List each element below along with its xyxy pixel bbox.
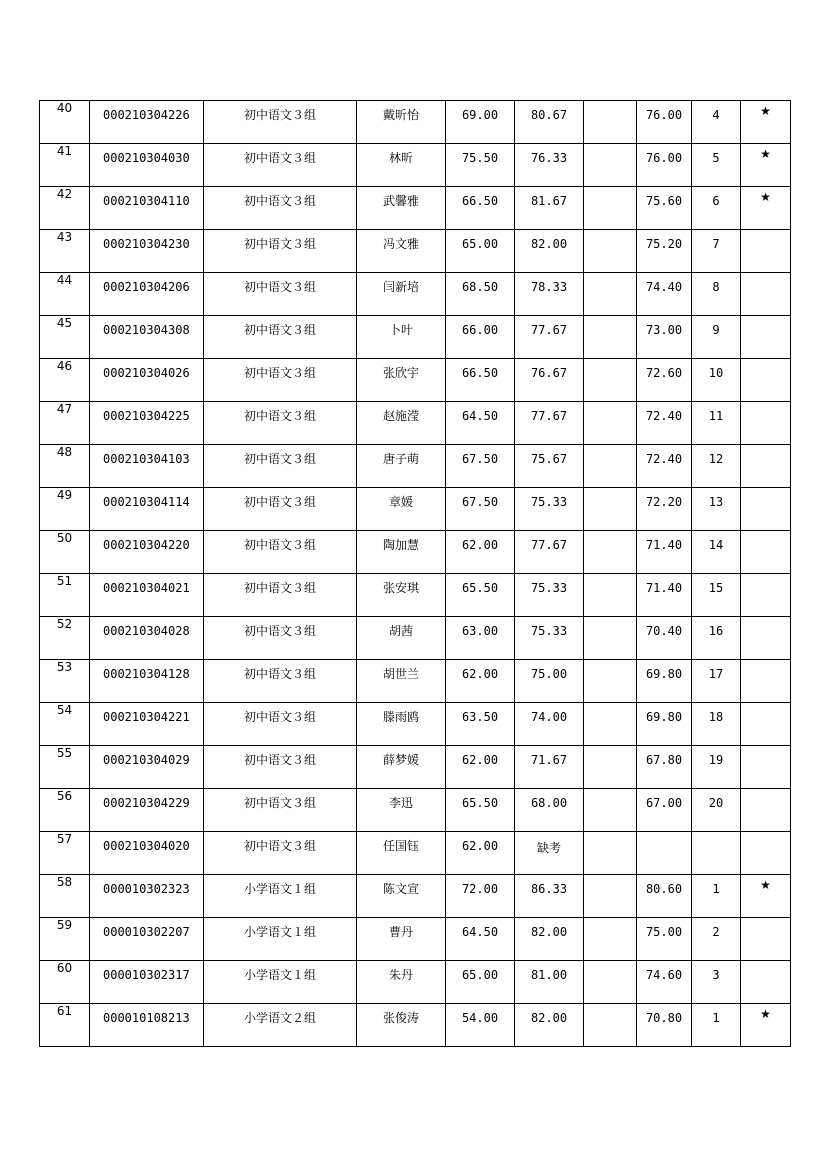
blank-cell: [584, 617, 637, 660]
candidate-id: 000210304206: [90, 273, 204, 316]
total-score: 70.80: [637, 1004, 692, 1047]
candidate-id: 000010302317: [90, 961, 204, 1004]
candidate-id: 000010302323: [90, 875, 204, 918]
interview-score: 缺考: [515, 832, 584, 875]
blank-cell: [584, 144, 637, 187]
table-row: [40, 144, 791, 187]
exam-group: 初中语文３组: [204, 832, 357, 875]
candidate-name: 胡世兰: [357, 660, 446, 703]
row-number: 48: [40, 445, 90, 488]
rank: 14: [692, 531, 741, 574]
row-number: 46: [40, 359, 90, 402]
total-score: 71.40: [637, 531, 692, 574]
exam-group: 初中语文３组: [204, 230, 357, 273]
total-score: 67.00: [637, 789, 692, 832]
candidate-name: 张俊涛: [357, 1004, 446, 1047]
selected-star-icon: [741, 316, 791, 359]
row-number: 55: [40, 746, 90, 789]
blank-cell: [584, 359, 637, 402]
blank-cell: [584, 574, 637, 617]
interview-score: 78.33: [515, 273, 584, 316]
exam-group: 初中语文３组: [204, 703, 357, 746]
blank-cell: [584, 402, 637, 445]
table-row: [40, 101, 791, 144]
candidate-name: 薛梦媛: [357, 746, 446, 789]
candidate-id: 000210304028: [90, 617, 204, 660]
blank-cell: [584, 488, 637, 531]
candidate-id: 000210304021: [90, 574, 204, 617]
rank: 1: [692, 875, 741, 918]
interview-score: 82.00: [515, 1004, 584, 1047]
interview-score: 76.67: [515, 359, 584, 402]
total-score: 80.60: [637, 875, 692, 918]
score-table: [39, 100, 791, 1047]
candidate-name: 武馨雅: [357, 187, 446, 230]
table-row: [40, 832, 791, 875]
candidate-name: 陶加慧: [357, 531, 446, 574]
interview-score: 76.33: [515, 144, 584, 187]
candidate-name: 胡茜: [357, 617, 446, 660]
written-score: 66.50: [446, 187, 515, 230]
row-number: 49: [40, 488, 90, 531]
written-score: 66.50: [446, 359, 515, 402]
interview-score: 77.67: [515, 531, 584, 574]
selected-star-icon: [741, 746, 791, 789]
selected-star-icon: [741, 660, 791, 703]
table-row: [40, 1004, 791, 1047]
rank: 18: [692, 703, 741, 746]
table-row: [40, 316, 791, 359]
rank: 16: [692, 617, 741, 660]
blank-cell: [584, 273, 637, 316]
interview-score: 77.67: [515, 402, 584, 445]
candidate-name: 卜叶: [357, 316, 446, 359]
written-score: 65.00: [446, 230, 515, 273]
interview-score: 75.33: [515, 488, 584, 531]
written-score: 65.00: [446, 961, 515, 1004]
written-score: 63.00: [446, 617, 515, 660]
interview-score: 75.33: [515, 574, 584, 617]
rank: 19: [692, 746, 741, 789]
interview-score: 81.00: [515, 961, 584, 1004]
exam-group: 初中语文３组: [204, 316, 357, 359]
exam-group: 初中语文３组: [204, 574, 357, 617]
rank: [692, 832, 741, 875]
candidate-id: 000210304026: [90, 359, 204, 402]
total-score: [637, 832, 692, 875]
interview-score: 75.33: [515, 617, 584, 660]
selected-star-icon: [741, 918, 791, 961]
candidate-name: 赵施滢: [357, 402, 446, 445]
total-score: 71.40: [637, 574, 692, 617]
table-row: [40, 789, 791, 832]
score-table-body: [40, 101, 791, 1047]
candidate-id: 000210304230: [90, 230, 204, 273]
candidate-name: 林昕: [357, 144, 446, 187]
candidate-name: 章媛: [357, 488, 446, 531]
table-row: [40, 617, 791, 660]
total-score: 72.60: [637, 359, 692, 402]
table-row: [40, 402, 791, 445]
selected-star-icon: [741, 488, 791, 531]
exam-group: 小学语文１组: [204, 875, 357, 918]
table-row: [40, 187, 791, 230]
selected-star-icon: [741, 832, 791, 875]
candidate-name: 任国钰: [357, 832, 446, 875]
selected-star-icon: ★: [741, 875, 791, 918]
selected-star-icon: [741, 961, 791, 1004]
table-row: [40, 230, 791, 273]
selected-star-icon: ★: [741, 144, 791, 187]
candidate-name: 陈文宣: [357, 875, 446, 918]
row-number: 61: [40, 1004, 90, 1047]
candidate-id: 000210304229: [90, 789, 204, 832]
row-number: 51: [40, 574, 90, 617]
exam-group: 初中语文３组: [204, 187, 357, 230]
candidate-id: 000210304114: [90, 488, 204, 531]
row-number: 44: [40, 273, 90, 316]
total-score: 75.20: [637, 230, 692, 273]
interview-score: 86.33: [515, 875, 584, 918]
row-number: 45: [40, 316, 90, 359]
candidate-name: 张安琪: [357, 574, 446, 617]
rank: 11: [692, 402, 741, 445]
candidate-id: 000010302207: [90, 918, 204, 961]
interview-score: 75.00: [515, 660, 584, 703]
selected-star-icon: [741, 359, 791, 402]
rank: 12: [692, 445, 741, 488]
rank: 9: [692, 316, 741, 359]
selected-star-icon: [741, 273, 791, 316]
exam-group: 小学语文１组: [204, 918, 357, 961]
rank: 10: [692, 359, 741, 402]
row-number: 56: [40, 789, 90, 832]
table-row: [40, 875, 791, 918]
candidate-id: 000210304308: [90, 316, 204, 359]
row-number: 52: [40, 617, 90, 660]
exam-group: 初中语文３组: [204, 144, 357, 187]
selected-star-icon: [741, 230, 791, 273]
table-row: [40, 488, 791, 531]
written-score: 63.50: [446, 703, 515, 746]
table-row: [40, 574, 791, 617]
interview-score: 75.67: [515, 445, 584, 488]
rank: 8: [692, 273, 741, 316]
total-score: 74.60: [637, 961, 692, 1004]
row-number: 57: [40, 832, 90, 875]
exam-group: 初中语文３组: [204, 660, 357, 703]
candidate-name: 滕雨鸥: [357, 703, 446, 746]
written-score: 65.50: [446, 789, 515, 832]
interview-score: 80.67: [515, 101, 584, 144]
row-number: 58: [40, 875, 90, 918]
candidate-id: 000210304110: [90, 187, 204, 230]
candidate-id: 000210304020: [90, 832, 204, 875]
exam-group: 初中语文３组: [204, 101, 357, 144]
interview-score: 82.00: [515, 230, 584, 273]
selected-star-icon: [741, 574, 791, 617]
candidate-name: 闫新培: [357, 273, 446, 316]
row-number: 50: [40, 531, 90, 574]
rank: 2: [692, 918, 741, 961]
table-row: [40, 531, 791, 574]
row-number: 41: [40, 144, 90, 187]
written-score: 75.50: [446, 144, 515, 187]
written-score: 67.50: [446, 445, 515, 488]
written-score: 72.00: [446, 875, 515, 918]
rank: 17: [692, 660, 741, 703]
total-score: 76.00: [637, 144, 692, 187]
exam-group: 初中语文３组: [204, 359, 357, 402]
written-score: 64.50: [446, 918, 515, 961]
total-score: 74.40: [637, 273, 692, 316]
candidate-id: 000210304220: [90, 531, 204, 574]
total-score: 75.60: [637, 187, 692, 230]
written-score: 62.00: [446, 531, 515, 574]
total-score: 75.00: [637, 918, 692, 961]
candidate-id: 000210304128: [90, 660, 204, 703]
blank-cell: [584, 832, 637, 875]
interview-score: 74.00: [515, 703, 584, 746]
written-score: 69.00: [446, 101, 515, 144]
rank: 15: [692, 574, 741, 617]
blank-cell: [584, 187, 637, 230]
candidate-id: 000210304221: [90, 703, 204, 746]
written-score: 64.50: [446, 402, 515, 445]
total-score: 69.80: [637, 660, 692, 703]
candidate-name: 张欣宇: [357, 359, 446, 402]
blank-cell: [584, 961, 637, 1004]
selected-star-icon: [741, 789, 791, 832]
total-score: 76.00: [637, 101, 692, 144]
exam-group: 小学语文２组: [204, 1004, 357, 1047]
written-score: 62.00: [446, 832, 515, 875]
total-score: 72.40: [637, 402, 692, 445]
table-row: [40, 746, 791, 789]
selected-star-icon: [741, 402, 791, 445]
rank: 7: [692, 230, 741, 273]
row-number: 60: [40, 961, 90, 1004]
total-score: 72.20: [637, 488, 692, 531]
total-score: 67.80: [637, 746, 692, 789]
written-score: 62.00: [446, 660, 515, 703]
table-row: [40, 961, 791, 1004]
candidate-id: 000210304226: [90, 101, 204, 144]
blank-cell: [584, 230, 637, 273]
rank: 20: [692, 789, 741, 832]
interview-score: 82.00: [515, 918, 584, 961]
blank-cell: [584, 1004, 637, 1047]
exam-group: 初中语文３组: [204, 617, 357, 660]
written-score: 54.00: [446, 1004, 515, 1047]
exam-group: 初中语文３组: [204, 789, 357, 832]
rank: 13: [692, 488, 741, 531]
candidate-id: 000210304103: [90, 445, 204, 488]
table-row: [40, 918, 791, 961]
candidate-name: 曹丹: [357, 918, 446, 961]
candidate-name: 戴昕怡: [357, 101, 446, 144]
blank-cell: [584, 746, 637, 789]
row-number: 53: [40, 660, 90, 703]
exam-group: 初中语文３组: [204, 445, 357, 488]
written-score: 65.50: [446, 574, 515, 617]
blank-cell: [584, 101, 637, 144]
rank: 1: [692, 1004, 741, 1047]
candidate-name: 李迅: [357, 789, 446, 832]
row-number: 43: [40, 230, 90, 273]
blank-cell: [584, 789, 637, 832]
blank-cell: [584, 703, 637, 746]
rank: 5: [692, 144, 741, 187]
selected-star-icon: [741, 703, 791, 746]
candidate-id: 000210304030: [90, 144, 204, 187]
rank: 6: [692, 187, 741, 230]
total-score: 72.40: [637, 445, 692, 488]
candidate-id: 000210304225: [90, 402, 204, 445]
candidate-id: 000010108213: [90, 1004, 204, 1047]
exam-group: 初中语文３组: [204, 746, 357, 789]
interview-score: 71.67: [515, 746, 584, 789]
exam-group: 小学语文１组: [204, 961, 357, 1004]
rank: 4: [692, 101, 741, 144]
blank-cell: [584, 660, 637, 703]
selected-star-icon: [741, 617, 791, 660]
table-row: [40, 359, 791, 402]
written-score: 68.50: [446, 273, 515, 316]
interview-score: 81.67: [515, 187, 584, 230]
written-score: 67.50: [446, 488, 515, 531]
blank-cell: [584, 875, 637, 918]
exam-group: 初中语文３组: [204, 273, 357, 316]
row-number: 42: [40, 187, 90, 230]
candidate-name: 朱丹: [357, 961, 446, 1004]
table-row: [40, 273, 791, 316]
blank-cell: [584, 918, 637, 961]
table-row: [40, 445, 791, 488]
total-score: 73.00: [637, 316, 692, 359]
row-number: 47: [40, 402, 90, 445]
total-score: 70.40: [637, 617, 692, 660]
candidate-name: 唐子萌: [357, 445, 446, 488]
selected-star-icon: ★: [741, 187, 791, 230]
blank-cell: [584, 531, 637, 574]
rank: 3: [692, 961, 741, 1004]
selected-star-icon: ★: [741, 101, 791, 144]
selected-star-icon: ★: [741, 1004, 791, 1047]
row-number: 54: [40, 703, 90, 746]
exam-group: 初中语文３组: [204, 488, 357, 531]
exam-group: 初中语文３组: [204, 531, 357, 574]
written-score: 66.00: [446, 316, 515, 359]
candidate-id: 000210304029: [90, 746, 204, 789]
candidate-name: 冯文雅: [357, 230, 446, 273]
row-number: 40: [40, 101, 90, 144]
row-number: 59: [40, 918, 90, 961]
exam-group: 初中语文３组: [204, 402, 357, 445]
table-row: [40, 703, 791, 746]
selected-star-icon: [741, 445, 791, 488]
total-score: 69.80: [637, 703, 692, 746]
blank-cell: [584, 316, 637, 359]
interview-score: 68.00: [515, 789, 584, 832]
blank-cell: [584, 445, 637, 488]
table-row: [40, 660, 791, 703]
interview-score: 77.67: [515, 316, 584, 359]
selected-star-icon: [741, 531, 791, 574]
written-score: 62.00: [446, 746, 515, 789]
